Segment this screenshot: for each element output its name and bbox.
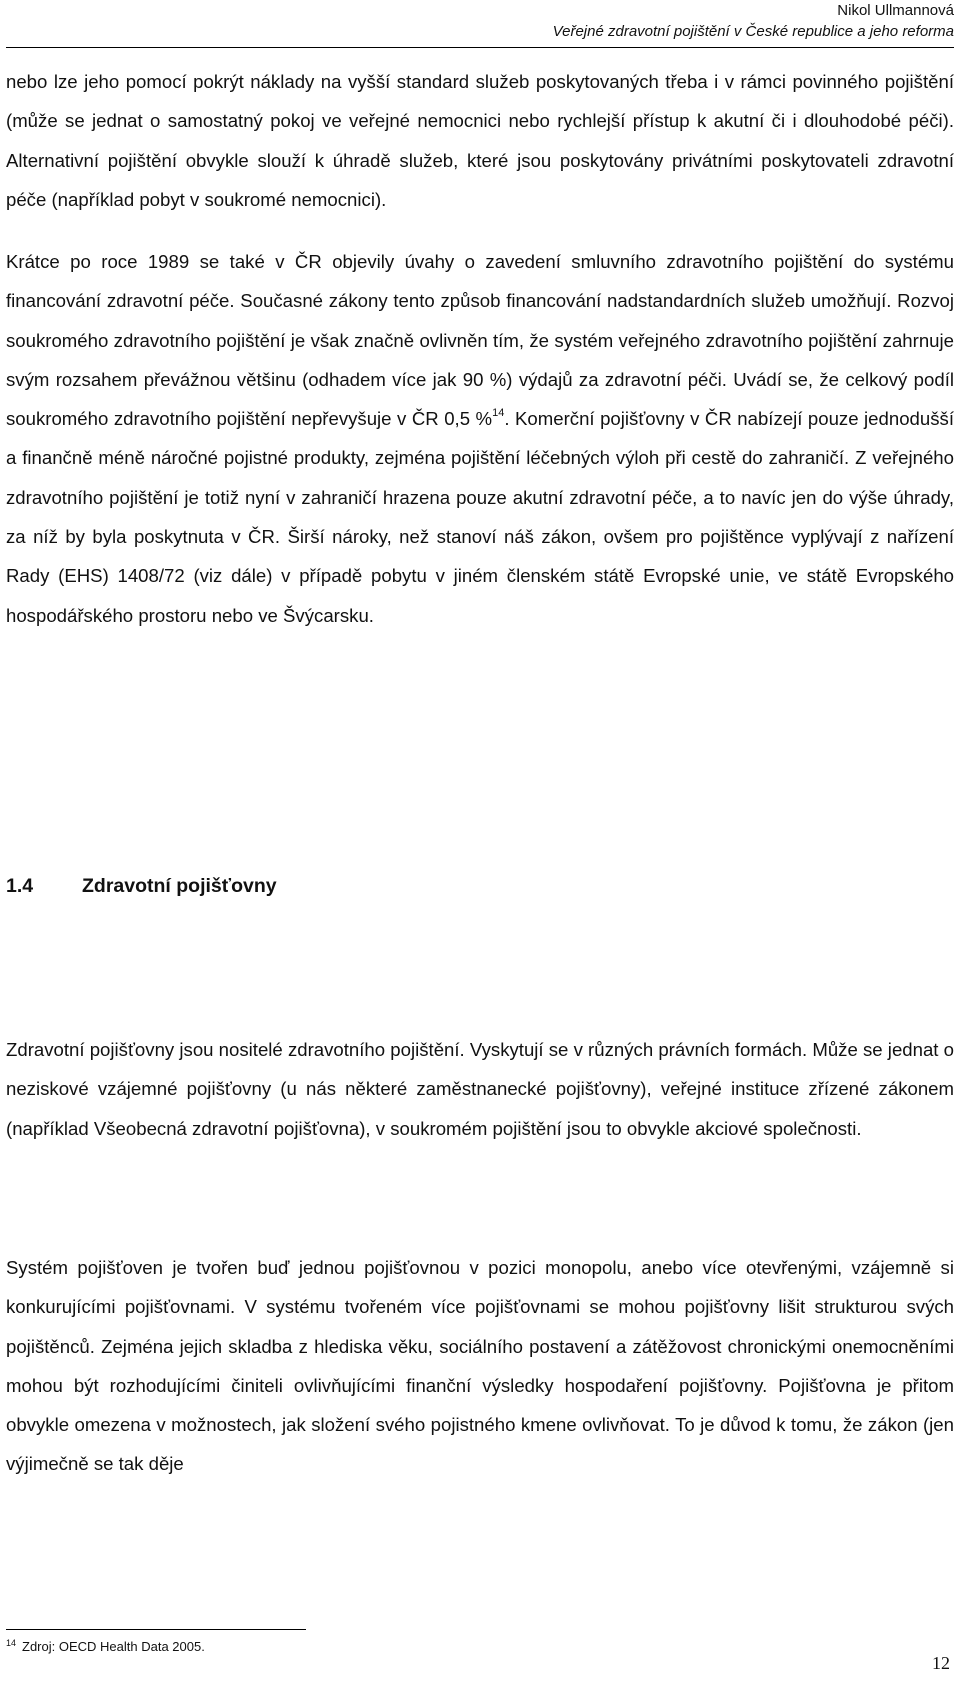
- footnote-number: 14: [6, 1638, 17, 1648]
- section-number: 1.4: [6, 875, 34, 897]
- page-number: 12: [932, 1653, 950, 1673]
- footnote: [6, 1638, 205, 1656]
- section-title: Zdravotní pojišťovny: [82, 875, 277, 897]
- paragraph-4: Systém pojišťoven je tvořen buď jednou pojišťovnou v pozici monopolu, anebo více otevřenými, vzájemně si konkurujícími pojišťovnami. V systému tvořeném více pojišťovnami se mohou pojišťovny lišit strukturou svých pojištěnců. Zejména jejich skladba z hlediska věku, sociálního postavení a zátěžovost chronickými onemocněními mohou být rozhodujícími činiteli ovlivňujícími finanční výsledky hospodaření pojišťovny. Pojišťovna je přitom obvykle omezena v možnostech, jak složení svého pojistného kmene ovlivňovat. To je důvod k tomu, že zákon (jen výjimečně se tak děje: [6, 1257, 954, 1475]
- footnote-reference: 14: [492, 407, 505, 420]
- paragraph-2-text-end: . Komerční pojišťovny v ČR nabízejí pouze jednodušší a finančně méně náročné pojistné produkty, zejména pojištění léčebných výloh při cestě do zahraničí. Z veřejného zdravotního pojištění je totiž nyní v zahraničí hrazena pouze akutní zdravotní péče, a to navíc jen do výše úhrady, za níž by byla poskytnuta v ČR. Širší nároky, než stanoví náš zákon, ovšem pro pojištěnce vyplývají z nařízení Rady (EHS) 1408/72 (viz dále) v případě pobytu v jiném členském státě Evropské unie, ve státě Evropského hospodářského prostoru nebo ve Švýcarsku.: [6, 408, 954, 626]
- running-header: [553, 0, 954, 42]
- paragraph-3: Zdravotní pojišťovny jsou nositelé zdravotního pojištění. Vyskytují se v různých právních formách. Může se jednat o neziskové vzájemné pojišťovny (u nás některé zaměstnanecké pojišťovny), veřejné instituce zřízené zákonem (například Všeobecná zdravotní pojišťovna), v soukromém pojištění jsou to obvykle akciové společnosti.: [6, 1039, 954, 1139]
- footnote-text: Zdroj: OECD Health Data 2005.: [22, 1639, 205, 1654]
- footnote-divider: [6, 1629, 306, 1630]
- paragraph-2-text-start: Krátce po roce 1989 se také v ČR objevily úvahy o zavedení smluvního zdravotního pojištění do systému financování zdravotní péče. Současné zákony tento způsob financování nadstandardních služeb umožňují. Rozvoj soukromého zdravotního pojištění je však značně ovlivněn tím, že systém veřejného zdravotního pojištění zahrnuje svým rozsahem převážnou většinu (odhadem více jak 90 %) výdajů za zdravotní péči. Uvádí se, že celkový podíl soukromého zdravotního pojištění nepřevyšuje v ČR 0,5 %: [6, 251, 954, 430]
- header-author: Nikol Ullmannová: [837, 2, 954, 19]
- paragraph-2: [6, 242, 954, 635]
- header-subtitle: Veřejné zdravotní pojištění v České republice a jeho reforma: [552, 23, 954, 40]
- section-heading: [6, 874, 277, 898]
- header-divider: [6, 47, 954, 48]
- paragraph-1: nebo lze jeho pomocí pokrýt náklady na vyšší standard služeb poskytovaných třeba i v rámci povinného pojištění (může se jednat o samostatný pokoj ve veřejné nemocnici nebo rychlejší přístup k akutní či i dlouhodobé péči). Alternativní pojištění obvykle slouží k úhradě služeb, které jsou poskytovány privátními poskytovateli zdravotní péče (například pobyt v soukromé nemocnici).: [6, 71, 954, 210]
